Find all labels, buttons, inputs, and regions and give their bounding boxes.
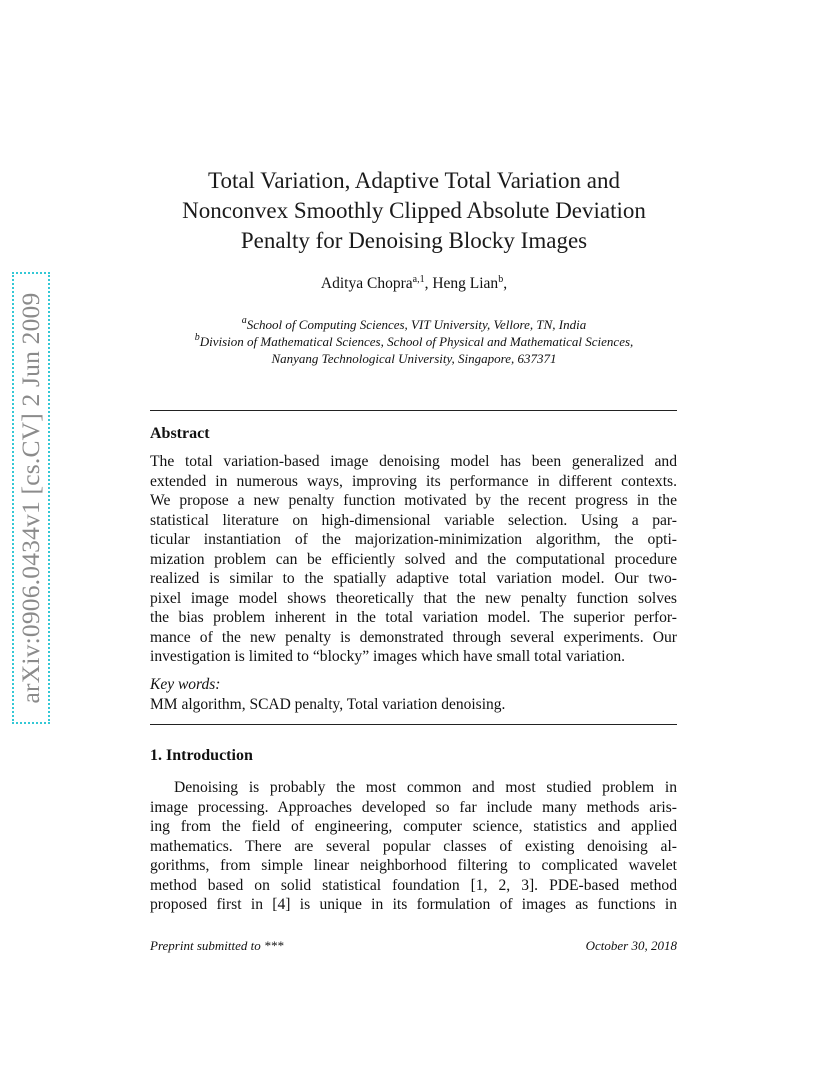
abstract-line: mization problem can be efficiently solved and the computational procedure — [150, 550, 677, 568]
author-affil-mark: b — [498, 274, 504, 285]
affil-mark: a — [241, 315, 247, 326]
top-rule — [150, 410, 677, 411]
affiliation-b — [150, 333, 678, 350]
abstract-line: realized is similar to the spatially adaptive total variation model. Our two- — [150, 570, 677, 587]
intro-line: image processing. Approaches developed so far include many methods aris- — [150, 798, 677, 816]
author-separator: , — [424, 275, 433, 292]
intro-line: mathematics. There are several popular classes of existing denoising al- — [150, 837, 677, 855]
keywords-text: MM algorithm, SCAD penalty, Total variation denoising. — [150, 696, 506, 713]
intro-line: ing from the field of engineering, computer science, statistics and applied — [150, 818, 677, 835]
title-line: Penalty for Denoising Blocky Images — [240, 228, 588, 253]
intro-line: proposed first in [4] is unique in its formulation of images as functions in — [150, 896, 677, 913]
affiliation-a — [150, 316, 678, 333]
author-list — [150, 275, 678, 293]
affiliations — [150, 316, 678, 367]
paper-title — [150, 166, 678, 256]
abstract-line: mance of the new penalty is demonstrated through several experiments. Our — [150, 628, 677, 646]
keywords-label: Key words: — [150, 676, 221, 693]
abstract-line: We propose a new penalty function motivated by the recent progress in the — [150, 492, 677, 509]
abstract-line: pixel image model shows theoretically that the new penalty function solves — [150, 589, 677, 607]
intro-line: gorithms, from simple linear neighborhood filtering to complicated wavelet — [150, 857, 677, 874]
abstract-body — [150, 452, 677, 667]
abstract-line: ticular instantiation of the majorization-minimization algorithm, the opti- — [150, 531, 677, 548]
introduction-body — [150, 778, 677, 915]
affiliation-b-cont: Nanyang Technological University, Singapore, 637371 — [271, 351, 557, 366]
abstract-line: The total variation-based image denoising model has been generalized and — [150, 453, 677, 470]
affil-text: Division of Mathematical Sciences, School of Physical and Mathematical Sciences, — [199, 334, 634, 349]
title-line: Total Variation, Adaptive Total Variation and — [208, 168, 620, 193]
abstract-line: investigation is limited to “blocky” images which have small total variation. — [150, 648, 626, 665]
author-name: Aditya Chopra — [320, 275, 413, 292]
abstract-line: the bias problem inherent in the total variation model. The superior perfor- — [150, 609, 677, 626]
arxiv-stamp: arXiv:0906.0434v1 [cs.CV] 2 Jun 2009 — [16, 292, 45, 704]
abstract-line: statistical literature on high-dimensional variable selection. Using a par- — [150, 511, 677, 529]
author-trailing: , — [503, 275, 508, 292]
introduction-heading: 1. Introduction — [150, 747, 253, 764]
affil-text: School of Computing Sciences, VIT University, Vellore, TN, India — [246, 317, 587, 332]
abstract-line: extended in numerous ways, improving its performance in different contexts. — [150, 472, 677, 490]
author-affil-mark: a,1 — [412, 274, 425, 285]
author-name: Heng Lian — [432, 275, 499, 292]
footer-date: October 30, 2018 — [585, 938, 677, 953]
intro-line: Denoising is probably the most common and most studied problem in — [174, 779, 677, 796]
affil-mark: b — [194, 332, 200, 343]
preprint-note: Preprint submitted to *** — [150, 938, 284, 953]
title-line: Nonconvex Smoothly Clipped Absolute Deviation — [182, 198, 646, 223]
abstract-heading: Abstract — [150, 425, 210, 442]
bottom-rule — [150, 724, 677, 725]
intro-line: method based on solid statistical foundation [1, 2, 3]. PDE-based method — [150, 876, 677, 894]
